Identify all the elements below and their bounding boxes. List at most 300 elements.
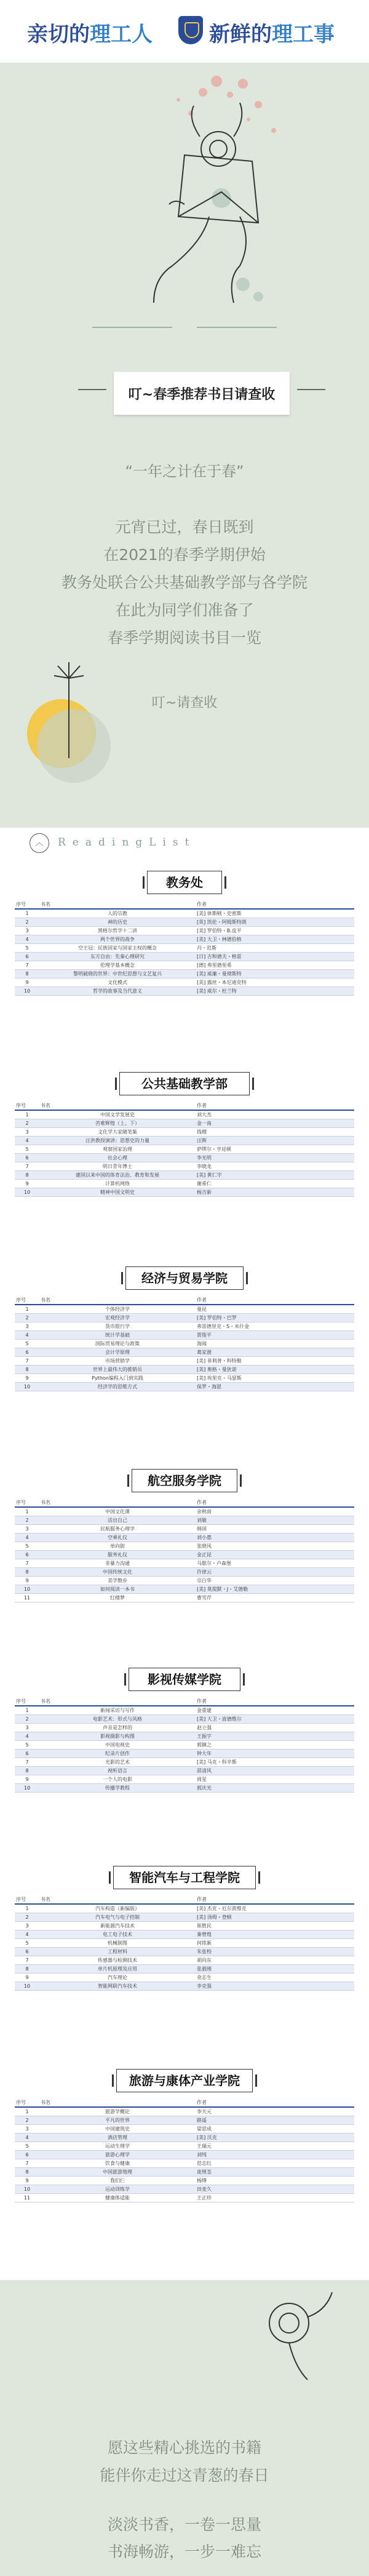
column-header: 书名 bbox=[39, 2098, 196, 2107]
table-row bbox=[15, 1128, 354, 1137]
book-author: 路遥 bbox=[196, 2116, 354, 2125]
school-emblem-icon bbox=[178, 16, 203, 44]
book-author: [美] 罗伯特・巴罗 bbox=[196, 1314, 354, 1322]
book-number: 5 bbox=[15, 1340, 39, 1348]
book-author: 宗白华 bbox=[196, 1577, 354, 1585]
book-table bbox=[15, 1102, 354, 1197]
book-author: 李天元 bbox=[196, 2107, 354, 2116]
table-row bbox=[15, 1110, 354, 1119]
book-title: 中国文化课 bbox=[39, 1507, 196, 1516]
book-title: 新能源汽车技术 bbox=[39, 1922, 196, 1930]
header-right-slogan: 新鲜的理工事 bbox=[209, 22, 335, 47]
book-title: 汪洪教授演讲：思想史的力量 bbox=[39, 1137, 196, 1145]
column-header: 作者 bbox=[196, 1498, 354, 1507]
book-author: [美] 汤姆・登顿 bbox=[196, 1913, 354, 1922]
intro-verse-line: 在2021的春季学期伊始 bbox=[103, 546, 266, 564]
column-header: 序号 bbox=[15, 1697, 39, 1706]
book-number: 7 bbox=[15, 1357, 39, 1366]
column-header: 序号 bbox=[15, 900, 39, 909]
book-title: 哲学的故事及当代意义 bbox=[39, 987, 196, 996]
book-author: [美] 沃克 bbox=[196, 2134, 354, 2142]
reading-list-heading bbox=[30, 830, 349, 858]
book-number: 3 bbox=[15, 927, 39, 935]
table-row bbox=[15, 1767, 354, 1775]
book-number: 8 bbox=[15, 970, 39, 978]
book-number: 9 bbox=[15, 1577, 39, 1585]
book-author: 田麦久 bbox=[196, 2185, 354, 2194]
hand-envelope-illustration bbox=[0, 63, 369, 828]
table-row bbox=[15, 961, 354, 970]
book-title: 宏观经济学 bbox=[39, 1314, 196, 1322]
book-table bbox=[15, 1498, 354, 1602]
book-title: 电影艺术：形式与风格 bbox=[39, 1715, 196, 1724]
header-left-slogan: 亲切的理工人 bbox=[27, 22, 153, 47]
book-title: 活出自己 bbox=[39, 1516, 196, 1525]
book-title: 旅游学概论 bbox=[39, 2107, 196, 2116]
table-row bbox=[15, 909, 354, 918]
book-title: 统计学基础 bbox=[39, 1331, 196, 1340]
table-row bbox=[15, 2142, 354, 2151]
table-row bbox=[15, 2134, 354, 2142]
book-number: 7 bbox=[15, 1758, 39, 1767]
book-author: [美] 大卫・波德维尔 bbox=[196, 1715, 354, 1724]
book-title: 运动训练学 bbox=[39, 2185, 196, 2194]
department-section bbox=[15, 2069, 354, 2202]
column-header: 书名 bbox=[39, 900, 196, 909]
book-number: 8 bbox=[15, 1366, 39, 1374]
table-row bbox=[15, 1948, 354, 1956]
book-title: 单向街 bbox=[39, 1542, 196, 1551]
table-row bbox=[15, 1741, 354, 1750]
book-title: 运动生理学 bbox=[39, 2142, 196, 2151]
book-title: 如何阅读一本书 bbox=[39, 1585, 196, 1594]
book-title: 红楼梦 bbox=[39, 1594, 196, 1602]
book-title: 纪录片创作 bbox=[39, 1750, 196, 1758]
book-title: 汽车构造（新编版） bbox=[39, 1904, 196, 1913]
book-title: 智能网联汽车技术 bbox=[39, 1982, 196, 1991]
table-row bbox=[15, 2194, 354, 2202]
book-author: 郭镇之 bbox=[196, 1741, 354, 1750]
book-title: 苦难辉煌（上、下） bbox=[39, 1119, 196, 1128]
recommendation-title-card: 叮~春季推荐书目请查收 bbox=[114, 372, 290, 415]
book-number: 9 bbox=[15, 1974, 39, 1982]
table-row bbox=[15, 1939, 354, 1948]
hero-banner bbox=[0, 63, 369, 828]
book-author: [美] 威廉・曼彻斯特 bbox=[196, 970, 354, 978]
department-section bbox=[15, 871, 354, 996]
book-title: 社会心理 bbox=[39, 1154, 196, 1162]
book-author: [美] 奥格・曼狄诺 bbox=[196, 1366, 354, 1374]
section-title: 旅游与康体产业学院 bbox=[116, 2069, 253, 2092]
book-author: 朱张校 bbox=[196, 1948, 354, 1956]
column-header: 作者 bbox=[196, 1697, 354, 1706]
book-number: 2 bbox=[15, 1119, 39, 1128]
book-number: 6 bbox=[15, 1551, 39, 1559]
book-author: 葛家澍 bbox=[196, 1348, 354, 1357]
closing-line: 淡淡书香，一卷一思量 bbox=[107, 2516, 261, 2534]
book-title: 人的宗教 bbox=[39, 909, 196, 918]
book-author: 李光明 bbox=[196, 1154, 354, 1162]
table-row bbox=[15, 1577, 354, 1585]
book-title: 计算机网络 bbox=[39, 1180, 196, 1188]
book-number: 2 bbox=[15, 1516, 39, 1525]
book-title: 空王冠：民族国家与国家主权的概念 bbox=[39, 944, 196, 953]
table-row bbox=[15, 1715, 354, 1724]
book-author: 海闻 bbox=[196, 1340, 354, 1348]
table-row bbox=[15, 1154, 354, 1162]
table-row bbox=[15, 1171, 354, 1180]
book-number: 7 bbox=[15, 1559, 39, 1568]
book-number: 1 bbox=[15, 1904, 39, 1913]
book-title: 黎明破晓的世界：中世纪思想与文艺复兴 bbox=[39, 970, 196, 978]
book-author: [美] 罗伯特・B.皮平 bbox=[196, 927, 354, 935]
table-row bbox=[15, 1383, 354, 1391]
closing-banner bbox=[0, 2280, 369, 2576]
book-author: 马歇尔・卢森堡 bbox=[196, 1559, 354, 1568]
book-number: 1 bbox=[15, 909, 39, 918]
book-author: 金一南 bbox=[196, 1119, 354, 1128]
book-number: 5 bbox=[15, 1741, 39, 1750]
book-number: 10 bbox=[15, 987, 39, 996]
book-title: 精神中国文明史 bbox=[39, 1188, 196, 1197]
column-header: 书名 bbox=[39, 1697, 196, 1706]
book-author: 范志红 bbox=[196, 2159, 354, 2168]
book-author: 赵立强 bbox=[196, 1724, 354, 1732]
book-number: 1 bbox=[15, 1706, 39, 1715]
table-row bbox=[15, 935, 354, 944]
department-section bbox=[15, 1469, 354, 1602]
book-title: 汽车电气与电子控制 bbox=[39, 1913, 196, 1922]
column-header: 序号 bbox=[15, 1296, 39, 1305]
book-number: 3 bbox=[15, 1322, 39, 1331]
department-section bbox=[15, 1266, 354, 1391]
book-number: 7 bbox=[15, 2159, 39, 2168]
table-row bbox=[15, 1366, 354, 1374]
table-header-row bbox=[15, 2098, 354, 2107]
column-header: 作者 bbox=[196, 1102, 354, 1110]
book-author: 保罗・海恩 bbox=[196, 1383, 354, 1391]
table-row bbox=[15, 1137, 354, 1145]
book-number: 3 bbox=[15, 2125, 39, 2134]
book-author: 钱穆 bbox=[196, 1128, 354, 1137]
book-title: 平凡的世界 bbox=[39, 2116, 196, 2125]
column-header: 书名 bbox=[39, 1895, 196, 1904]
book-author: 韩国 bbox=[196, 1525, 354, 1534]
intro-verse-line: 元宵已过，春日既到 bbox=[115, 518, 254, 536]
section-title: 经济与贸易学院 bbox=[125, 1266, 244, 1290]
section-title: 影视传媒学院 bbox=[129, 1668, 240, 1691]
book-number: 9 bbox=[15, 1180, 39, 1188]
book-number: 6 bbox=[15, 1750, 39, 1758]
book-title: 民航服务心理学 bbox=[39, 1525, 196, 1534]
book-author: 谢希仁 bbox=[196, 1180, 354, 1188]
book-title: 中国建筑史 bbox=[39, 2125, 196, 2134]
book-author: [德] 弗里德里希 bbox=[196, 961, 354, 970]
book-number: 9 bbox=[15, 978, 39, 987]
table-row bbox=[15, 1507, 354, 1516]
table-row bbox=[15, 1904, 354, 1913]
book-author: [美] 菲利普・科特勒 bbox=[196, 1357, 354, 1366]
book-title: 世界上最伟大的推销员 bbox=[39, 1366, 196, 1374]
table-row bbox=[15, 2168, 354, 2177]
book-table bbox=[15, 2098, 354, 2202]
table-row bbox=[15, 1180, 354, 1188]
table-header-row bbox=[15, 900, 354, 909]
closing-line: 能伴你走过这青葱的春日 bbox=[100, 2466, 269, 2484]
book-title: 国际贸易理论与政策 bbox=[39, 1340, 196, 1348]
table-row bbox=[15, 1145, 354, 1154]
book-number: 2 bbox=[15, 2116, 39, 2125]
table-row bbox=[15, 1775, 354, 1784]
column-header: 作者 bbox=[196, 900, 354, 909]
table-row bbox=[15, 1913, 354, 1922]
book-title: 单片机原理及应用 bbox=[39, 1965, 196, 1974]
book-title: 汽车理论 bbox=[39, 1974, 196, 1982]
book-author: [美] 大卫・林德伯格 bbox=[196, 935, 354, 944]
book-number: 7 bbox=[15, 961, 39, 970]
book-number: 1 bbox=[15, 1110, 39, 1119]
book-title: 个体经济学 bbox=[39, 1305, 196, 1314]
book-author: 张毅刚 bbox=[196, 1965, 354, 1974]
table-row bbox=[15, 1594, 354, 1602]
intro-verse-line: 在此为同学们准备了 bbox=[115, 601, 254, 619]
book-number: 4 bbox=[15, 1331, 39, 1340]
table-row bbox=[15, 944, 354, 953]
department-section bbox=[15, 1668, 354, 1793]
table-row bbox=[15, 1585, 354, 1594]
table-row bbox=[15, 1982, 354, 1991]
book-author: 胡向东 bbox=[196, 1956, 354, 1965]
book-title: 会计学原理 bbox=[39, 1348, 196, 1357]
book-number: 6 bbox=[15, 2151, 39, 2159]
book-number: 4 bbox=[15, 935, 39, 944]
book-number: 2 bbox=[15, 1715, 39, 1724]
book-number: 6 bbox=[15, 953, 39, 961]
table-row bbox=[15, 1922, 354, 1930]
table-row bbox=[15, 1348, 354, 1357]
book-title: 声音是怎样的 bbox=[39, 1724, 196, 1732]
book-title: 中国文学发展史 bbox=[39, 1110, 196, 1119]
table-header-row bbox=[15, 1498, 354, 1507]
department-section bbox=[15, 1072, 354, 1197]
book-title: 视听语言 bbox=[39, 1767, 196, 1775]
book-number: 2 bbox=[15, 918, 39, 927]
book-author: 余志生 bbox=[196, 1974, 354, 1982]
table-row bbox=[15, 1374, 354, 1383]
book-title: 电工电子技术 bbox=[39, 1930, 196, 1939]
book-title: 光影的艺术 bbox=[39, 1758, 196, 1767]
book-author: [美] 露丝・本尼迪克特 bbox=[196, 978, 354, 987]
book-number: 7 bbox=[15, 1956, 39, 1965]
column-header: 序号 bbox=[15, 1498, 39, 1507]
book-title: 传播学教程 bbox=[39, 1784, 196, 1793]
book-author: [英] 凯伦・阿姆斯特朗 bbox=[196, 918, 354, 927]
book-number: 10 bbox=[15, 1585, 39, 1594]
table-row bbox=[15, 2125, 354, 2134]
book-number: 6 bbox=[15, 1948, 39, 1956]
book-author: [美] 莫提默・J・艾德勒 bbox=[196, 1585, 354, 1594]
book-title: 传感器与检测技术 bbox=[39, 1956, 196, 1965]
book-title: 影视摄影与构图 bbox=[39, 1732, 196, 1741]
book-table bbox=[15, 1296, 354, 1391]
book-author: [美] 威尔・杜兰特 bbox=[196, 987, 354, 996]
book-author: 刘小惠 bbox=[196, 1534, 354, 1542]
table-row bbox=[15, 1551, 354, 1559]
book-author: 李晓龙 bbox=[196, 1162, 354, 1171]
book-number: 3 bbox=[15, 1525, 39, 1534]
book-number: 3 bbox=[15, 1922, 39, 1930]
table-row bbox=[15, 1784, 354, 1793]
book-title: 伦理学基本概念 bbox=[39, 961, 196, 970]
column-header: 书名 bbox=[39, 1296, 196, 1305]
book-author: 杨绛 bbox=[196, 2177, 354, 2185]
book-title: 神的历史 bbox=[39, 918, 196, 927]
book-number: 8 bbox=[15, 2168, 39, 2177]
table-row bbox=[15, 1568, 354, 1577]
intro-verse-line: 春季学期阅读书目一览 bbox=[107, 629, 261, 647]
book-author: 杨吉新 bbox=[196, 1188, 354, 1197]
section-title: 智能汽车与工程学院 bbox=[113, 1866, 256, 1889]
book-title: 建国以来中国的体育法治、教育和发展 bbox=[39, 1171, 196, 1180]
book-number: 10 bbox=[15, 1188, 39, 1197]
table-header-row bbox=[15, 1895, 354, 1904]
book-number: 6 bbox=[15, 1348, 39, 1357]
book-number: 5 bbox=[15, 1542, 39, 1551]
book-author: 郭庆光 bbox=[196, 1784, 354, 1793]
book-number: 9 bbox=[15, 1775, 39, 1784]
table-row bbox=[15, 2116, 354, 2125]
book-number: 5 bbox=[15, 1939, 39, 1948]
book-title: 一个人的电影 bbox=[39, 1775, 196, 1784]
book-author: 许倬云 bbox=[196, 1568, 354, 1577]
book-author: 余秋雨 bbox=[196, 1507, 354, 1516]
book-author: 王振宇 bbox=[196, 1732, 354, 1741]
book-title: 两个世界的战争 bbox=[39, 935, 196, 944]
table-row bbox=[15, 1956, 354, 1965]
book-author: 丹・范斯 bbox=[196, 944, 354, 953]
table-row bbox=[15, 1732, 354, 1741]
book-number: 8 bbox=[15, 1568, 39, 1577]
book-title: 工程材料 bbox=[39, 1948, 196, 1956]
book-author: 周星 bbox=[196, 1775, 354, 1784]
table-row bbox=[15, 970, 354, 978]
book-author: 刘大杰 bbox=[196, 1110, 354, 1119]
table-row bbox=[15, 2159, 354, 2168]
closing-line: 愿这些精心挑选的书籍 bbox=[107, 2439, 261, 2457]
table-header-row bbox=[15, 1697, 354, 1706]
column-header: 序号 bbox=[15, 1102, 39, 1110]
table-row bbox=[15, 1331, 354, 1340]
book-number: 4 bbox=[15, 2134, 39, 2142]
book-table bbox=[15, 900, 354, 996]
closing-line: 书海畅游，一步一难忘 bbox=[107, 2543, 261, 2561]
book-author: [美] 休斯顿・史密斯 bbox=[196, 909, 354, 918]
table-row bbox=[15, 1162, 354, 1171]
book-author: [日] 吉和德夫・格雷 bbox=[196, 953, 354, 961]
intro-signoff: 叮~请查收 bbox=[151, 695, 218, 711]
book-title: 黑格尔哲学十二讲 bbox=[39, 927, 196, 935]
book-number: 9 bbox=[15, 2177, 39, 2185]
column-header: 序号 bbox=[15, 2098, 39, 2107]
book-number: 11 bbox=[15, 1594, 39, 1602]
book-author: 曼昆 bbox=[196, 1305, 354, 1314]
table-row bbox=[15, 2177, 354, 2185]
book-number: 11 bbox=[15, 2194, 39, 2202]
table-header-row bbox=[15, 1102, 354, 1110]
book-number: 1 bbox=[15, 2107, 39, 2116]
book-author: 金正昆 bbox=[196, 1551, 354, 1559]
header-banner bbox=[0, 0, 369, 63]
book-title: 酒店管理 bbox=[39, 2134, 196, 2142]
book-number: 3 bbox=[15, 1724, 39, 1732]
book-number: 2 bbox=[15, 1913, 39, 1922]
table-row bbox=[15, 978, 354, 987]
book-number: 9 bbox=[15, 1374, 39, 1383]
book-title: 东方自由：先秦心理研究 bbox=[39, 953, 196, 961]
book-number: 5 bbox=[15, 1145, 39, 1154]
intro-quote: “一年之计在于春” bbox=[125, 463, 244, 480]
book-number: 8 bbox=[15, 1767, 39, 1775]
department-section bbox=[15, 1866, 354, 1991]
book-number: 5 bbox=[15, 944, 39, 953]
table-row bbox=[15, 1974, 354, 1982]
book-number: 4 bbox=[15, 1732, 39, 1741]
table-row bbox=[15, 1534, 354, 1542]
column-header: 作者 bbox=[196, 1296, 354, 1305]
book-title: 观察国家治理 bbox=[39, 1145, 196, 1154]
section-title: 航空服务学院 bbox=[132, 1469, 237, 1492]
table-row bbox=[15, 1357, 354, 1366]
book-number: 5 bbox=[15, 2142, 39, 2151]
book-title: 我们仨 bbox=[39, 2177, 196, 2185]
table-row bbox=[15, 1188, 354, 1197]
book-number: 10 bbox=[15, 1982, 39, 1991]
book-number: 4 bbox=[15, 1930, 39, 1939]
book-number: 3 bbox=[15, 1128, 39, 1137]
book-table bbox=[15, 1895, 354, 1991]
column-header: 作者 bbox=[196, 1895, 354, 1904]
table-row bbox=[15, 2151, 354, 2159]
book-number: 8 bbox=[15, 1965, 39, 1974]
book-number: 1 bbox=[15, 1305, 39, 1314]
table-row bbox=[15, 2185, 354, 2194]
table-row bbox=[15, 1525, 354, 1534]
table-row bbox=[15, 1516, 354, 1525]
book-author: 曹雪芹 bbox=[196, 1594, 354, 1602]
book-author: 何铭新 bbox=[196, 1939, 354, 1948]
book-number: 10 bbox=[15, 1383, 39, 1391]
book-number: 4 bbox=[15, 1534, 39, 1542]
book-title: 美学散步 bbox=[39, 1577, 196, 1585]
book-author: [美] 黄仁宇 bbox=[196, 1171, 354, 1180]
book-author: 弗雷德里克・S・米什金 bbox=[196, 1322, 354, 1331]
table-row bbox=[15, 1758, 354, 1767]
table-header-row bbox=[15, 1296, 354, 1305]
book-author: 邵清风 bbox=[196, 1767, 354, 1775]
table-row bbox=[15, 1542, 354, 1551]
book-title: 文化学大家随笔集 bbox=[39, 1128, 196, 1137]
book-author: [美] 埃里克・马瑟斯 bbox=[196, 1374, 354, 1383]
table-row bbox=[15, 1119, 354, 1128]
collapse-arrow-icon[interactable]: ︿ bbox=[30, 833, 49, 853]
column-header: 书名 bbox=[39, 1498, 196, 1507]
book-author: 秦曾煌 bbox=[196, 1930, 354, 1939]
table-row bbox=[15, 918, 354, 927]
book-author: 汪晖 bbox=[196, 1137, 354, 1145]
book-number: 10 bbox=[15, 1784, 39, 1793]
table-row bbox=[15, 1706, 354, 1715]
table-row bbox=[15, 953, 354, 961]
